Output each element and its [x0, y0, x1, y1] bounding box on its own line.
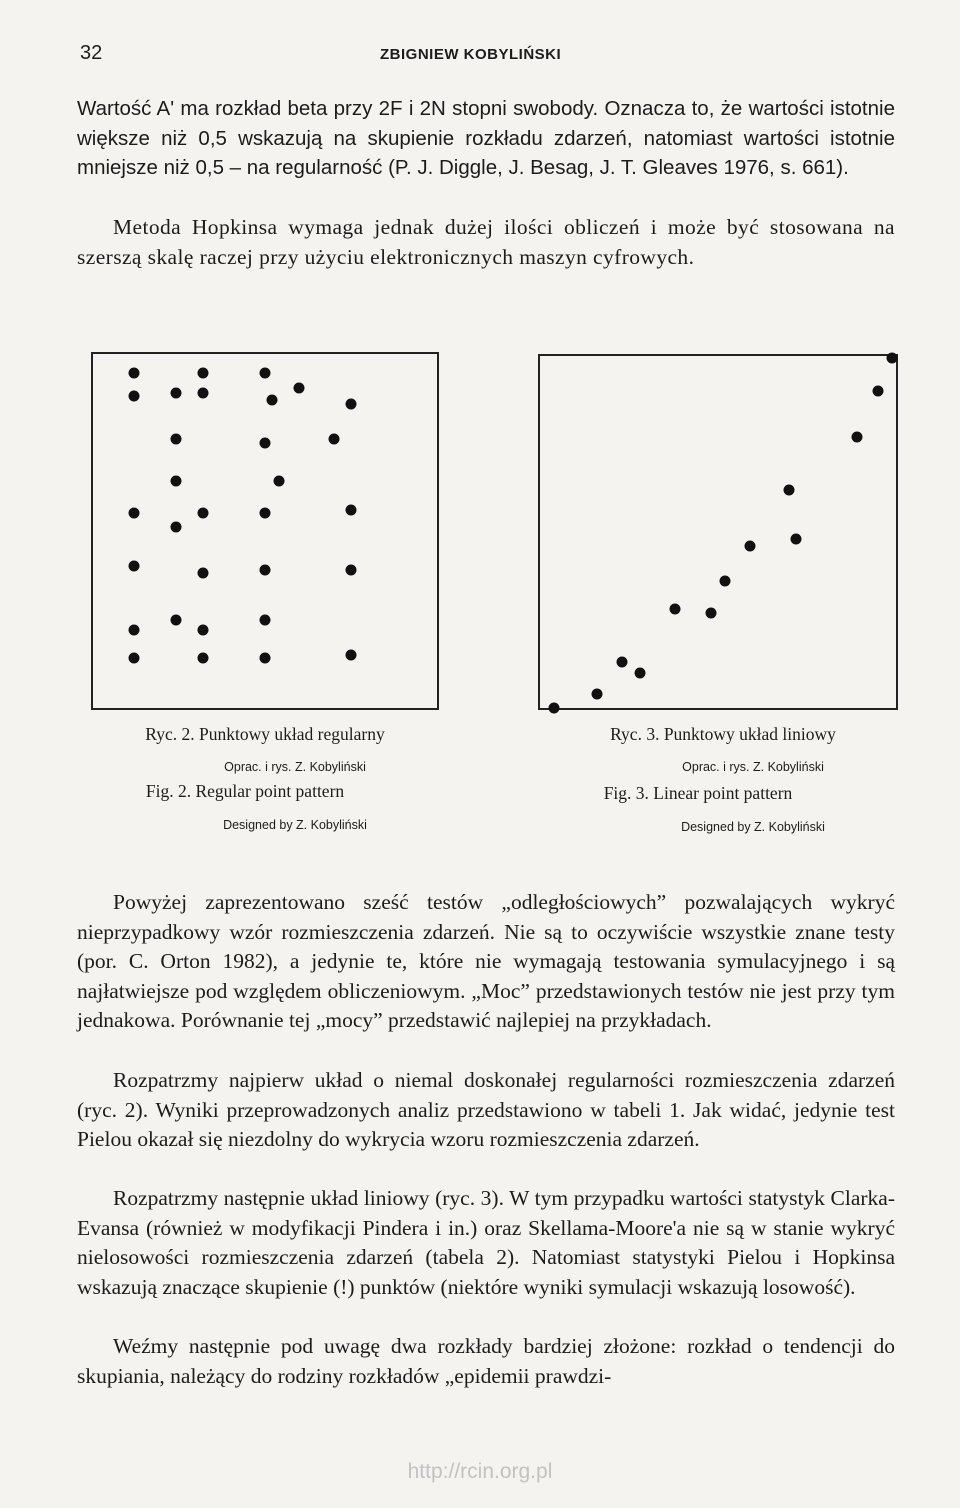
- watermark-url: http://rcin.org.pl: [407, 1460, 553, 1483]
- running-head: ZBIGNIEW KOBYLIŃSKI: [380, 46, 562, 63]
- figure-2-credit-pl: Oprac. i rys. Z. Kobyliński: [224, 760, 366, 774]
- point-marker: [198, 568, 209, 579]
- point-marker: [634, 667, 645, 678]
- point-marker: [784, 484, 795, 495]
- point-marker: [260, 564, 271, 575]
- point-marker: [260, 368, 271, 379]
- point-marker: [873, 386, 884, 397]
- point-marker: [705, 607, 716, 618]
- point-marker: [791, 534, 802, 545]
- point-marker: [170, 476, 181, 487]
- point-marker: [170, 522, 181, 533]
- point-marker: [260, 437, 271, 448]
- point-marker: [198, 508, 209, 519]
- point-marker: [273, 476, 284, 487]
- figure-3-credit-pl: Oprac. i rys. Z. Kobyliński: [682, 760, 824, 774]
- point-marker: [170, 387, 181, 398]
- paragraph-5: Rozpatrzmy następnie układ liniowy (ryc. 3). W tym przypadku wartości statystyk Clarka-Evansa (również w modyfikacji Pindera i in.) oraz Skellama-Moore'a nie są w stanie wykryć nielosowości rozmieszczenia zdarzeń (tabela 2). Natomiast statystyki Pielou i Hopkinsa wskazują znaczące skupienie (!) punktów (niektóre wyniki symulacji wskazują losowość).: [77, 1186, 895, 1299]
- point-marker: [591, 688, 602, 699]
- point-marker: [266, 395, 277, 406]
- point-marker: [129, 391, 140, 402]
- figure-3-caption-en: Fig. 3. Linear point pattern: [603, 783, 793, 803]
- point-marker: [346, 564, 357, 575]
- point-marker: [198, 368, 209, 379]
- point-marker: [745, 541, 756, 552]
- point-marker: [260, 508, 271, 519]
- figure-linear-pattern: [538, 354, 898, 710]
- paragraph-3: Powyżej zaprezentowano sześć testów „odległościowych” pozwalających wykryć nieprzypadkowy wzór rozmieszczenia zdarzeń. Nie są to oczywiście wszystkie znane testy (por. C. Orton 1982), a jedynie te, które nie wymagają testowania symulacyjnego i są najłatwiejsze pod względem obliczeniowym. „Moc” przedstawionych testów nie jest przy tym jednakowa. Porównanie tej „mocy” przedstawić najlepiej na przykładach.: [77, 890, 895, 1033]
- point-marker: [129, 625, 140, 636]
- figure-3-caption-pl: Ryc. 3. Punktowy układ liniowy: [610, 724, 836, 744]
- figure-2-caption-en: Fig. 2. Regular point pattern: [145, 781, 345, 801]
- point-marker: [670, 604, 681, 615]
- point-marker: [198, 387, 209, 398]
- point-marker: [129, 368, 140, 379]
- point-marker: [260, 653, 271, 664]
- figure-2-credit-en: Designed by Z. Kobyliński: [223, 818, 367, 832]
- point-marker: [129, 561, 140, 572]
- figure-2-caption-pl: Ryc. 2. Punktowy układ regularny: [145, 724, 385, 744]
- figure-regular-pattern: [91, 352, 439, 710]
- point-marker: [549, 703, 560, 714]
- point-marker: [260, 614, 271, 625]
- point-marker: [346, 504, 357, 515]
- point-marker: [346, 649, 357, 660]
- paragraph-2: Metoda Hopkinsa wymaga jednak dużej ilości obliczeń i może być stosowana na szerszą skalę raczej przy użyciu elektronicznych maszyn cyfrowych.: [77, 215, 895, 269]
- point-marker: [328, 433, 339, 444]
- point-marker: [616, 657, 627, 668]
- point-marker: [346, 398, 357, 409]
- point-marker: [851, 431, 862, 442]
- point-marker: [294, 382, 305, 393]
- point-marker: [887, 352, 898, 363]
- paragraph-6: Weźmy następnie pod uwagę dwa rozkłady bardziej złożone: rozkład o tendencji do skupiania, należący do rodziny rozkładów „epidemii prawdzi-: [77, 1334, 895, 1388]
- point-marker: [198, 625, 209, 636]
- point-marker: [198, 653, 209, 664]
- paragraph-1: Wartość A' ma rozkład beta przy 2F i 2N stopni swobody. Oznacza to, że wartości istotnie większe niż 0,5 wskazują na skupienie rozkładu zdarzeń, natomiast wartości istotnie mniejsze niż 0,5 – na regularność (P. J. Diggle, J. Besag, J. T. Gleaves 1976, s. 661).: [77, 97, 895, 180]
- paragraph-4: Rozpatrzmy najpierw układ o niemal doskonałej regularności rozmieszczenia zdarzeń (ryc. 2). Wyniki przeprowadzonych analiz przedstawiono w tabeli 1. Jak widać, jedynie test Pielou okazał się niezdolny do wykrycia wzoru rozmieszczenia zdarzeń.: [77, 1068, 895, 1152]
- point-marker: [170, 614, 181, 625]
- figure-3-credit-en: Designed by Z. Kobyliński: [681, 820, 825, 834]
- page-header: [0, 38, 960, 72]
- page-number: 32: [80, 42, 103, 64]
- point-marker: [720, 576, 731, 587]
- point-marker: [129, 653, 140, 664]
- point-marker: [170, 433, 181, 444]
- point-marker: [129, 508, 140, 519]
